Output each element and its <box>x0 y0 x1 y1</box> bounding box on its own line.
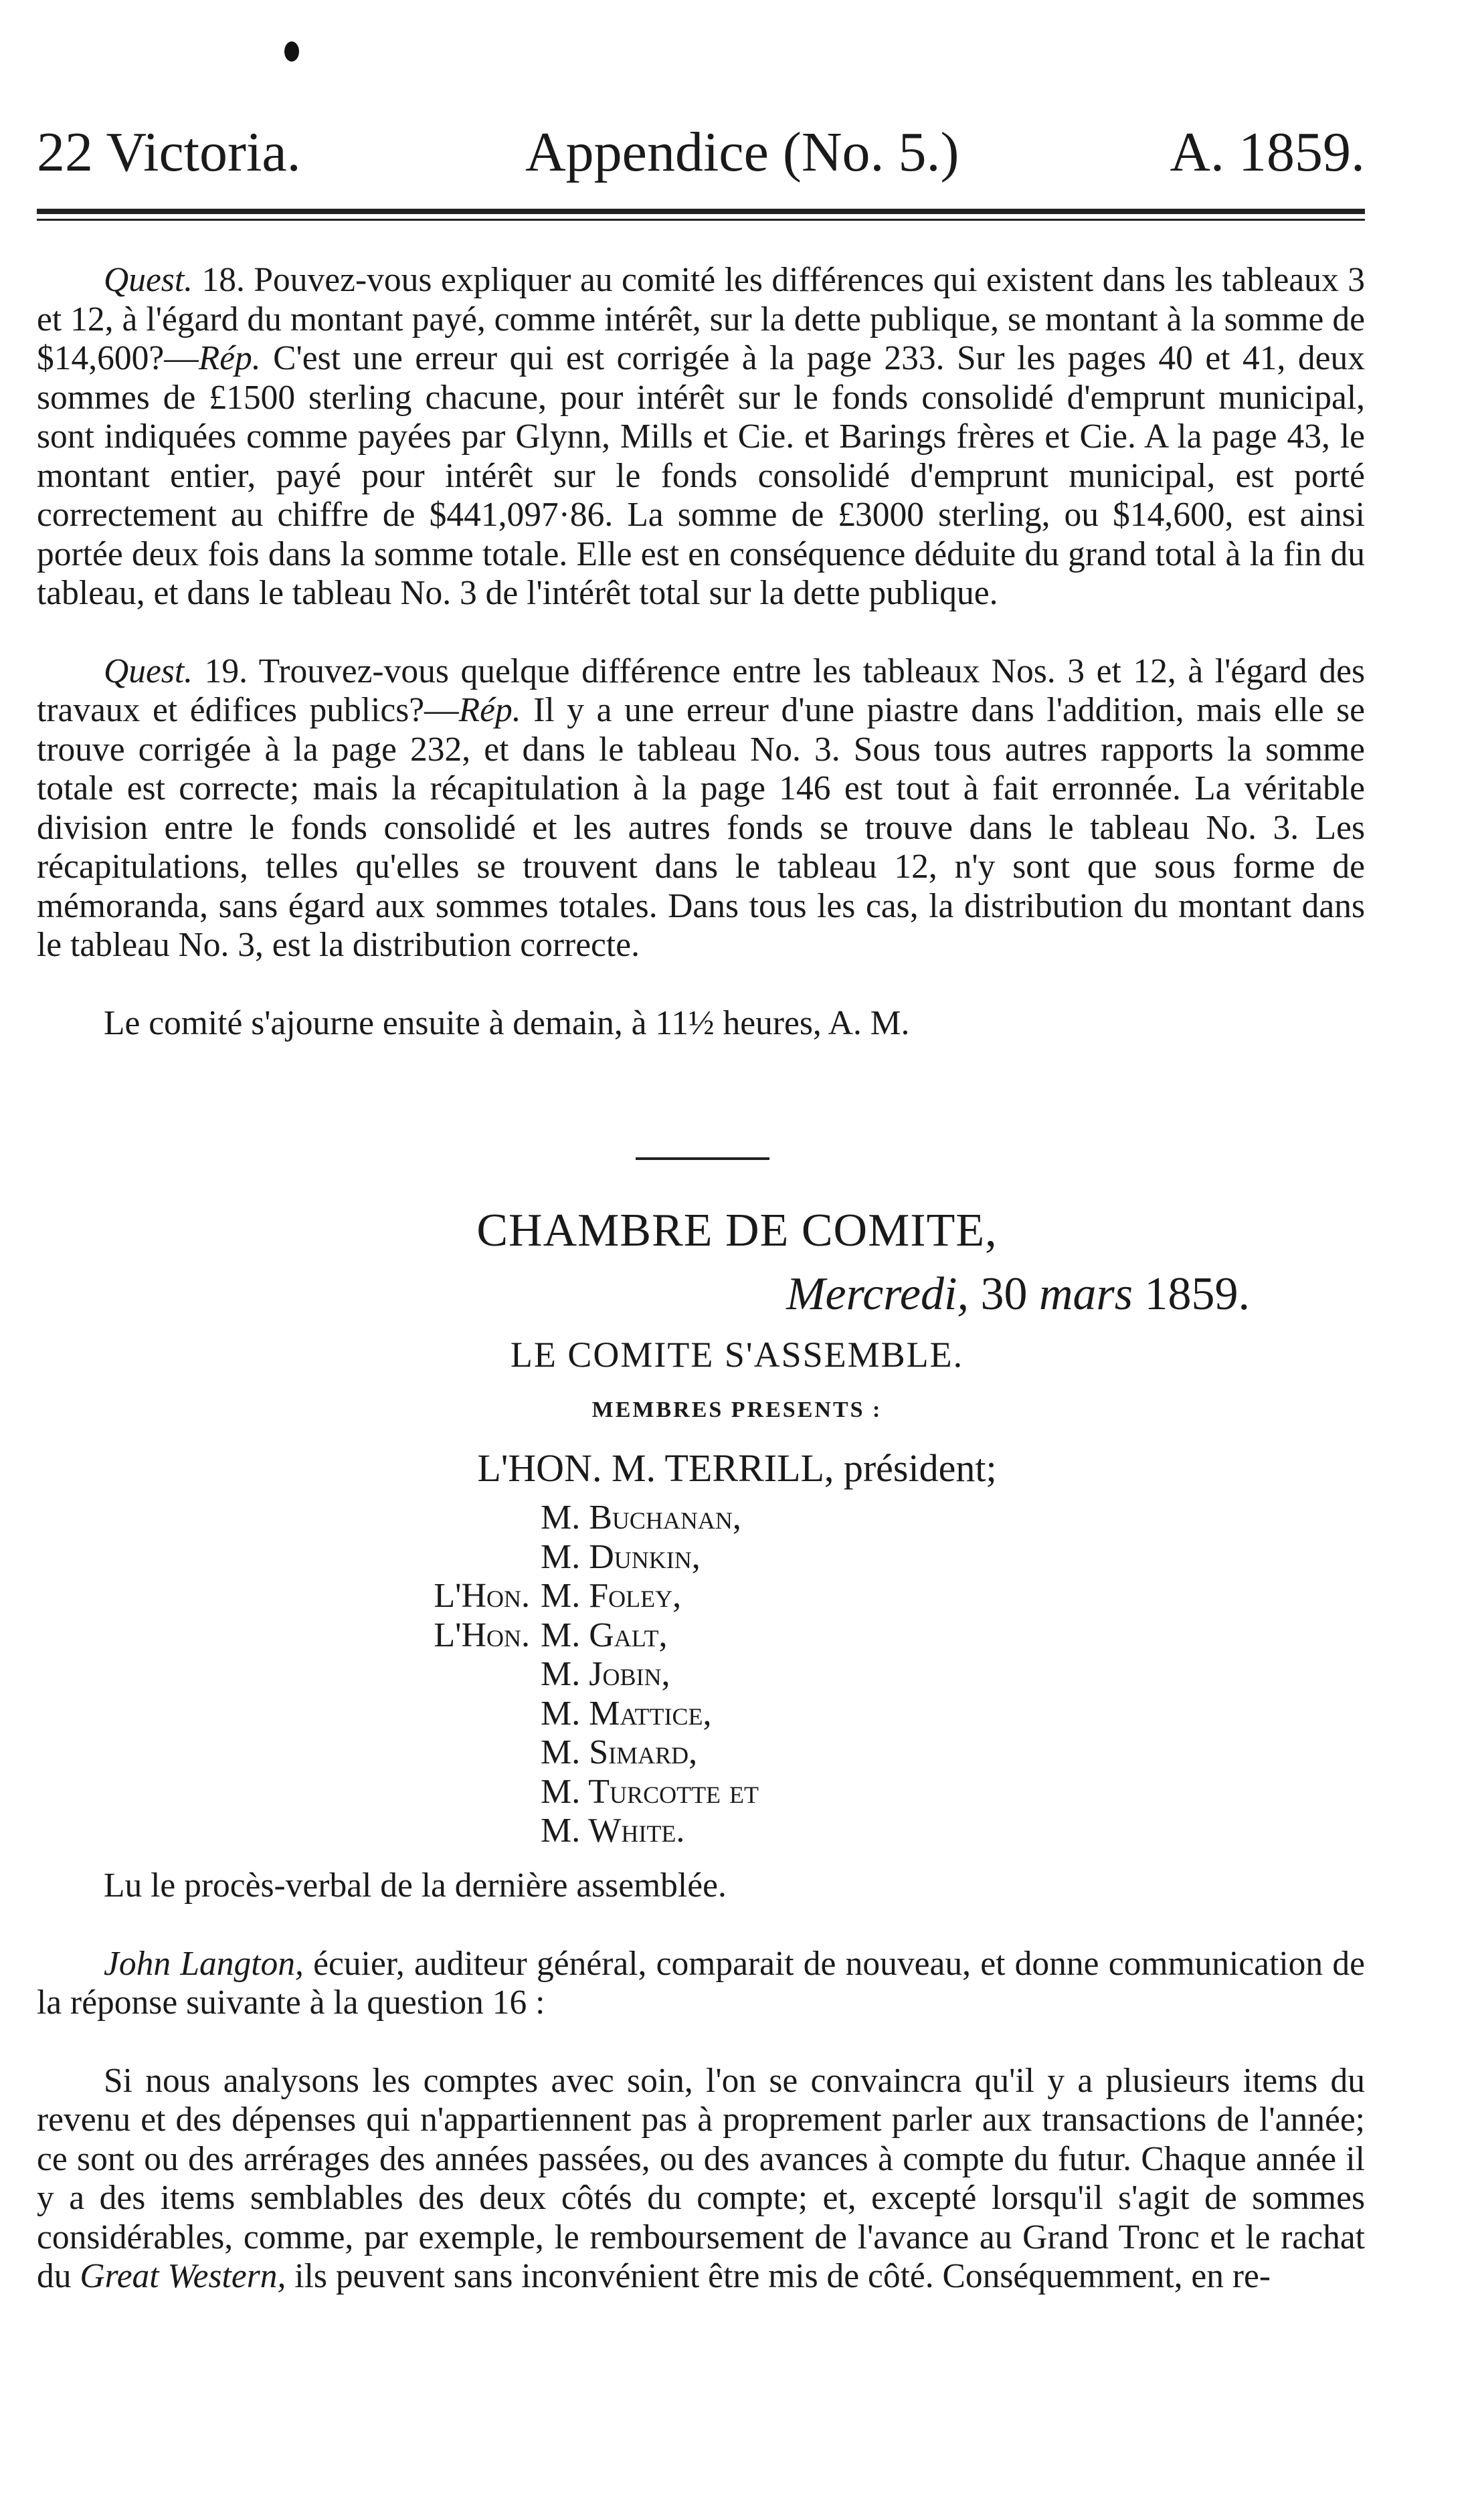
answer-18-text: C'est une erreur qui est corrigée à la page 233. Sur les pages 40 et 41, deux sommes de £1500 sterling chacune, pour intérêt sur le fonds consolidé d'emprunt municipal, sont indiquées comme payées par Glynn, Mills et Cie. et Barings frères et Cie. A la page 43, le montant entier, payé pour intérêt sur le fonds consolidé d'emprunt municipal, est porté correctement au chiffre de $441,097·86. La somme de £3000 sterling, ou $14,600, est ainsi portée deux fois dans la somme totale. Elle est en conséquence déduite du grand total à la fin du tableau, et dans le tableau No. 3 de l'intérêt total sur la dette publique. <box>37 339 1365 612</box>
header-rule-thin <box>37 219 1365 221</box>
question-18-text: 18. Pouvez-vous expliquer au comité les différences qui existent dans les tableaux 3 et 12, à l'égard du montant payé, comme intérêt, sur la dette publique, se montant à la somme de $14,600?— <box>37 261 1365 377</box>
quest-label: Quest. <box>104 261 193 299</box>
date-number: 30 <box>968 1268 1039 1320</box>
great-western: Great Western, <box>80 2257 286 2295</box>
rep-label: Rép. <box>198 339 261 377</box>
member-item: M. Mattice, <box>541 1694 712 1733</box>
quest-label: Quest. <box>104 652 193 690</box>
membres-presents-heading: MEMBRES PRESENTS : <box>591 1397 883 1422</box>
answer-19-text: Il y a une erreur d'une piastre dans l'addition, mais elle se trouve corrigée à la page 232, et dans le tableau No. 3. Sous tous autres rapports la somme totale est correcte; mais la récapitulation à la page 146 est tout à fait erronnée. La véritable division entre le fonds consolidé et les autres fonds se trouve dans le tableau No. 3. Les récapitulations, telles qu'elles se trouvent dans le tableau 12, n'y sont que sous forme de mémoranda, sans égard aux sommes totales. Dans tous les cas, la distribution du montant dans le tableau No. 3, est la distribution correcte. <box>37 691 1365 964</box>
member-item: M. Dunkin, <box>541 1537 701 1576</box>
member-item: M. White. <box>541 1812 685 1850</box>
member-item: M. Jobin, <box>541 1655 670 1693</box>
header-session: 22 Victoria. <box>37 121 301 183</box>
date-year: 1859. <box>1133 1268 1250 1320</box>
analysis-paragraph <box>37 2062 1365 2297</box>
analysis-text-b: ils peuvent sans inconvénient être mis de côté. Conséquemment, en re- <box>286 2257 1271 2295</box>
president-line: L'HON. M. TERRILL, président; <box>477 1446 997 1490</box>
member-item: L'Hon. M. Galt, <box>434 1616 668 1654</box>
question-18-paragraph <box>37 261 1365 613</box>
adjourn-paragraph: Le comité s'ajourne ensuite à demain, à 11½ heures, A. M. <box>104 1003 910 1042</box>
upper-text <box>37 261 1365 1043</box>
date-month: mars <box>1038 1268 1133 1320</box>
comite-assemble-heading: LE COMITE S'ASSEMBLE. <box>510 1335 964 1375</box>
session-date <box>786 1264 1250 1325</box>
chambre-heading: CHAMBRE DE COMITE, <box>476 1205 998 1256</box>
langton-paragraph <box>37 1945 1365 2023</box>
header-appendix: Appendice (No. 5.) <box>525 121 959 183</box>
member-item: L'Hon. M. Foley, <box>434 1577 682 1615</box>
analysis-text-a: Si nous analysons les comptes avec soin, l'on se convaincra qu'il y a plusieurs items du revenu et des dépenses qui n'appartiennent pas à proprement parler aux transactions de l'année; ce sont ou des arrérages des années passées, ou des avances à compte du futur. Chaque année il y a des items semblables des deux côtés du compte; et, excepté lorsqu'il s'agit de sommes considérables, comme, par exemple, le remboursement de l'avance au Grand Tronc et le rachat du <box>37 2061 1365 2295</box>
minutes-read-paragraph: Lu le procès-verbal de la dernière assemblée. <box>104 1866 727 1905</box>
member-item: M. Turcotte et <box>541 1772 759 1811</box>
langton-name: John Langton, <box>104 1944 304 1983</box>
header-year: A. 1859. <box>1170 121 1365 183</box>
langton-text: écuier, auditeur général, comparait de nouveau, et donne communication de la réponse suivante à la question 16 : <box>37 1944 1365 2022</box>
member-item: M. Buchanan, <box>541 1498 741 1537</box>
running-header <box>37 119 1365 186</box>
date-day: Mercredi, <box>786 1268 969 1320</box>
header-rule-thick <box>37 209 1365 214</box>
lower-text <box>37 1866 1365 2297</box>
question-19-text: 19. Trouvez-vous quelque différence entre les tableaux Nos. 3 et 12, à l'égard des travaux et édifices publics?— <box>37 652 1365 729</box>
question-19-paragraph <box>37 652 1365 965</box>
section-divider <box>636 1157 769 1160</box>
member-item: M. Simard, <box>541 1733 698 1771</box>
rep-label: Rép. <box>458 691 521 729</box>
ink-speck <box>284 41 299 62</box>
